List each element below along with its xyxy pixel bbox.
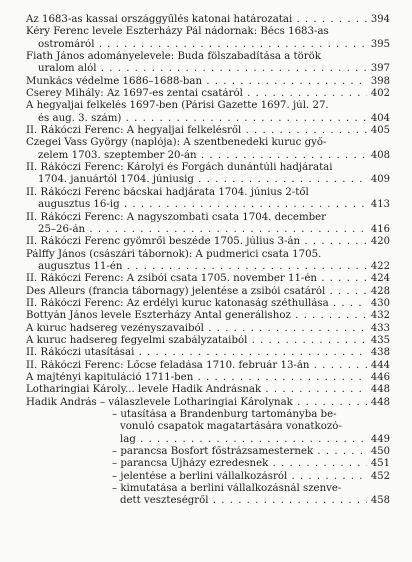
entry-title-line: Pálffy János (császári tábornok): A pudmerici csata 1705. bbox=[26, 248, 322, 260]
page-number: 422 bbox=[367, 261, 390, 273]
toc-sub-entry bbox=[26, 471, 390, 483]
page-number: 428 bbox=[367, 286, 390, 298]
entry-title-line: II. Rákóczi Ferenc: Lőcse feladása 1710. február 13-án bbox=[26, 359, 310, 371]
entry-title-line: 1704. januártól 1704. júniusig bbox=[38, 174, 194, 186]
toc-entry bbox=[26, 286, 390, 298]
toc-entry bbox=[26, 187, 390, 212]
toc-entry bbox=[26, 26, 390, 51]
toc-sub-entry bbox=[26, 483, 390, 508]
toc-entry bbox=[26, 298, 390, 310]
entry-title-line: parancsa Ujházy ezredesnek bbox=[120, 458, 269, 470]
page-number: 405 bbox=[367, 125, 390, 137]
page-number: 451 bbox=[367, 458, 390, 470]
page-number: 449 bbox=[367, 434, 390, 446]
entry-title-line: A kuruc hadsereg fegyelmi szabályzataiból bbox=[26, 334, 248, 346]
page-number: 404 bbox=[367, 113, 390, 125]
toc-sub-entry bbox=[26, 458, 390, 470]
table-of-contents bbox=[26, 14, 390, 508]
entry-title-line: Hadik András – válaszlevele Lotharingiai Károlynak bbox=[26, 396, 293, 408]
page-number: 432 bbox=[367, 310, 390, 322]
toc-entry bbox=[26, 212, 390, 237]
toc-entry bbox=[26, 51, 390, 76]
toc-entry bbox=[26, 323, 390, 335]
toc-entry bbox=[26, 137, 390, 162]
toc-entry bbox=[26, 273, 390, 285]
toc-entry bbox=[26, 125, 390, 137]
entry-title-line: augusztus 16-ig bbox=[38, 199, 120, 211]
page-number: 450 bbox=[367, 446, 390, 458]
entry-title-line: parancsa Bosfort főstrázsamesternek bbox=[120, 446, 314, 458]
toc-entry bbox=[26, 162, 390, 187]
entry-title-line: II. Rákóczi Ferenc: Károlyi és Forgách dunántúli hadjáratai bbox=[26, 162, 333, 174]
page-number: 452 bbox=[367, 471, 390, 483]
toc-entry bbox=[26, 310, 390, 322]
page-number: 416 bbox=[367, 224, 390, 236]
toc-entry bbox=[26, 14, 390, 26]
entry-title-line: Lotharingiai Károly... levele Hadik Andrásnak bbox=[26, 384, 262, 396]
entry-title-line: Bottyán János levele Eszterházy Antal generálishoz bbox=[26, 310, 291, 322]
toc-sub-entry bbox=[26, 446, 390, 458]
entry-title-line: A hegyaljai felkelés 1697-ben (Párisi Gazette 1697. júl. 27. bbox=[26, 100, 329, 112]
entry-title-line: II. Rákóczi Ferenc: A zsibói csata 1705. november 11-én bbox=[26, 273, 317, 285]
toc-entry bbox=[26, 384, 390, 396]
entry-title-line: utasítása a Brandenburg tartományba be- bbox=[120, 409, 337, 420]
toc-entry bbox=[26, 76, 390, 88]
entry-title-line: uralom alól bbox=[38, 63, 97, 75]
entry-title-line: Kéry Ferenc levele Eszterházy Pál nádornak: Bécs 1683-as bbox=[26, 26, 329, 38]
toc-entry bbox=[26, 397, 390, 409]
entry-title-line: Munkács védelme 1686–1688-ban bbox=[26, 75, 203, 87]
entry-title-line: II. Rákóczi utasításai bbox=[26, 347, 135, 359]
toc-entry bbox=[26, 372, 390, 384]
toc-entry bbox=[26, 236, 390, 248]
page-number: 448 bbox=[367, 384, 390, 396]
page-number: 394 bbox=[367, 14, 390, 26]
entry-title-line: II. Rákóczi Ferenc: A nagyszombati csata 1704. december bbox=[26, 211, 327, 223]
entry-title-line: zelem 1703. szeptember 20-án bbox=[38, 149, 197, 161]
entry-title-line: és aug. 3. szám) bbox=[38, 112, 122, 124]
page-number: 420 bbox=[367, 236, 390, 248]
page-number: 458 bbox=[367, 495, 390, 507]
entry-title-line: Az 1683-as kassai országgyűlés katonai határozatai bbox=[26, 14, 293, 25]
entry-title-line: vonuló csapatok magatartására vonatkozó- bbox=[120, 421, 342, 433]
toc-entry bbox=[26, 100, 390, 125]
page-number: 397 bbox=[367, 63, 390, 75]
entry-title-line: A kuruc hadsereg vezényszavaiból bbox=[26, 322, 204, 334]
page-number: 438 bbox=[367, 347, 390, 359]
toc-sub-entry bbox=[26, 409, 390, 446]
toc-entry bbox=[26, 347, 390, 359]
page-number: 433 bbox=[367, 323, 390, 335]
entry-title-line: lag bbox=[120, 433, 136, 445]
page-number: 448 bbox=[367, 397, 390, 409]
entry-title-line: kimutatása a berlini vállalkozásnál szenve- bbox=[120, 483, 342, 495]
toc-entry bbox=[26, 88, 390, 100]
entry-title-line: Czegei Vass György (naplója): A szentbenedeki kuruc győ- bbox=[26, 137, 327, 149]
entry-title-line: II. Rákóczi Ferenc gyömrői beszéde 1705. július 3-án bbox=[26, 236, 301, 248]
entry-title-line: A majtényi kapituláció 1711-ben bbox=[26, 371, 194, 383]
entry-title-line: Fiath János adományelevele: Buda fölszabadítása a török bbox=[26, 51, 321, 63]
entry-title-line: II. Rákóczi Ferenc: A hegyaljai felkelésről bbox=[26, 125, 242, 137]
page-number: 444 bbox=[367, 360, 390, 372]
page-number: 409 bbox=[367, 174, 390, 186]
entry-title-line: augusztus 11-én bbox=[38, 260, 123, 272]
entry-title-line: II. Rákóczi Ferenc: Az erdélyi kuruc katonaság széthullása bbox=[26, 297, 329, 309]
toc-entry bbox=[26, 249, 390, 274]
page-number: 413 bbox=[367, 199, 390, 211]
page-number: 402 bbox=[367, 88, 390, 100]
toc-entry bbox=[26, 360, 390, 372]
toc-entry bbox=[26, 335, 390, 347]
entry-title-line: II. Rákóczi Ferenc bácskai hadjárata 1704. június 2-től bbox=[26, 186, 309, 198]
entry-title-line: Des Alleurs (francia tábornagy) jelentése a zsibói csatáról bbox=[26, 285, 326, 297]
page-number: 398 bbox=[367, 76, 390, 88]
page-number: 395 bbox=[367, 39, 390, 51]
entry-title-line: 25–26-án bbox=[38, 223, 86, 235]
entry-title-line: dett veszteségről bbox=[120, 495, 209, 507]
entry-title-line: ostromáról bbox=[38, 38, 95, 50]
entry-title-line: Cserey Mihály: Az 1697-es zentai csatáról bbox=[26, 88, 243, 100]
page-number: 408 bbox=[367, 150, 390, 162]
page-number: 435 bbox=[367, 335, 390, 347]
page-number: 446 bbox=[367, 372, 390, 384]
page-number: 430 bbox=[367, 298, 390, 310]
page-number: 424 bbox=[367, 273, 390, 285]
entry-title-line: jelentése a berlini vállalkozásról bbox=[120, 470, 288, 482]
